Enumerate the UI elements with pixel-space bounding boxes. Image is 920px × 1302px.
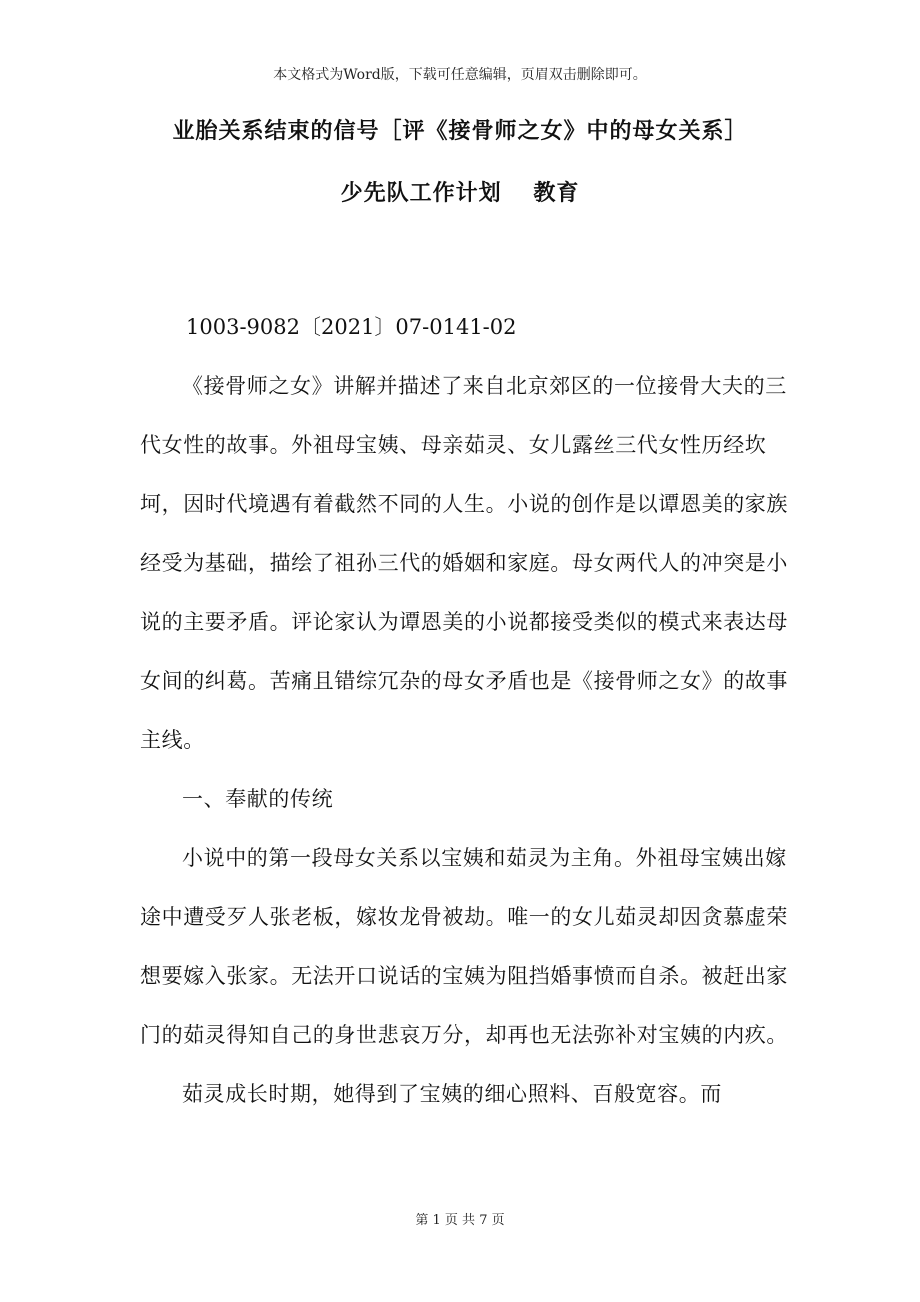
document-title-line-1: 业胎关系结束的信号［评《接骨师之女》中的母女关系］ <box>172 118 748 144</box>
page-footer <box>0 1209 920 1228</box>
document-title-line-2: 少先队工作计划 教育 <box>340 180 580 206</box>
footer-page-number: 1 <box>432 1213 441 1228</box>
footer-middle: 页 共 <box>444 1213 476 1228</box>
paragraph-section-1: 小说中的第一段母女关系以宝姨和茹灵为主角。外祖母宝姨出嫁途中遭受歹人张老板，嫁妆龙骨被劫。唯一的女儿茹灵却因贪慕虚荣想要嫁入张家。无法开口说话的宝姨为阻挡婚事愤而自杀。被赶出家门的茹灵得知自己的身世悲哀万分，却再也无法弥补对宝姨的内疚。 <box>140 846 788 1047</box>
paragraph-intro: 《接骨师之女》讲解并描述了来自北京郊区的一位接骨大夫的三代女性的故事。外祖母宝姨、母亲茹灵、女儿露丝三代女性历经坎坷，因时代境遇有着截然不同的人生。小说的创作是以谭恩美的家族经受为基础，描绘了祖孙三代的婚姻和家庭。母女两代人的冲突是小说的主要矛盾。评论家认为谭恩美的小说都接受类似的模式来表达母女间的纠葛。苦痛且错综冗杂的母女矛盾也是《接骨师之女》的故事主线。 <box>140 374 788 752</box>
document-body <box>140 298 790 1124</box>
header-note: 本文格式为Word版，下载可任意编辑，页眉双击删除即可。 <box>273 67 647 83</box>
paragraph-continued: 茹灵成长时期，她得到了宝姨的细心照料、百般宽容。而 <box>182 1082 722 1106</box>
footer-prefix: 第 <box>415 1213 429 1228</box>
classification-code: 1003-9082〔2021〕07-0141-02 <box>186 315 517 339</box>
section-heading: 一、奉献的传统 <box>182 787 334 811</box>
footer-suffix: 页 <box>491 1213 505 1228</box>
footer-total-pages: 7 <box>479 1213 488 1228</box>
